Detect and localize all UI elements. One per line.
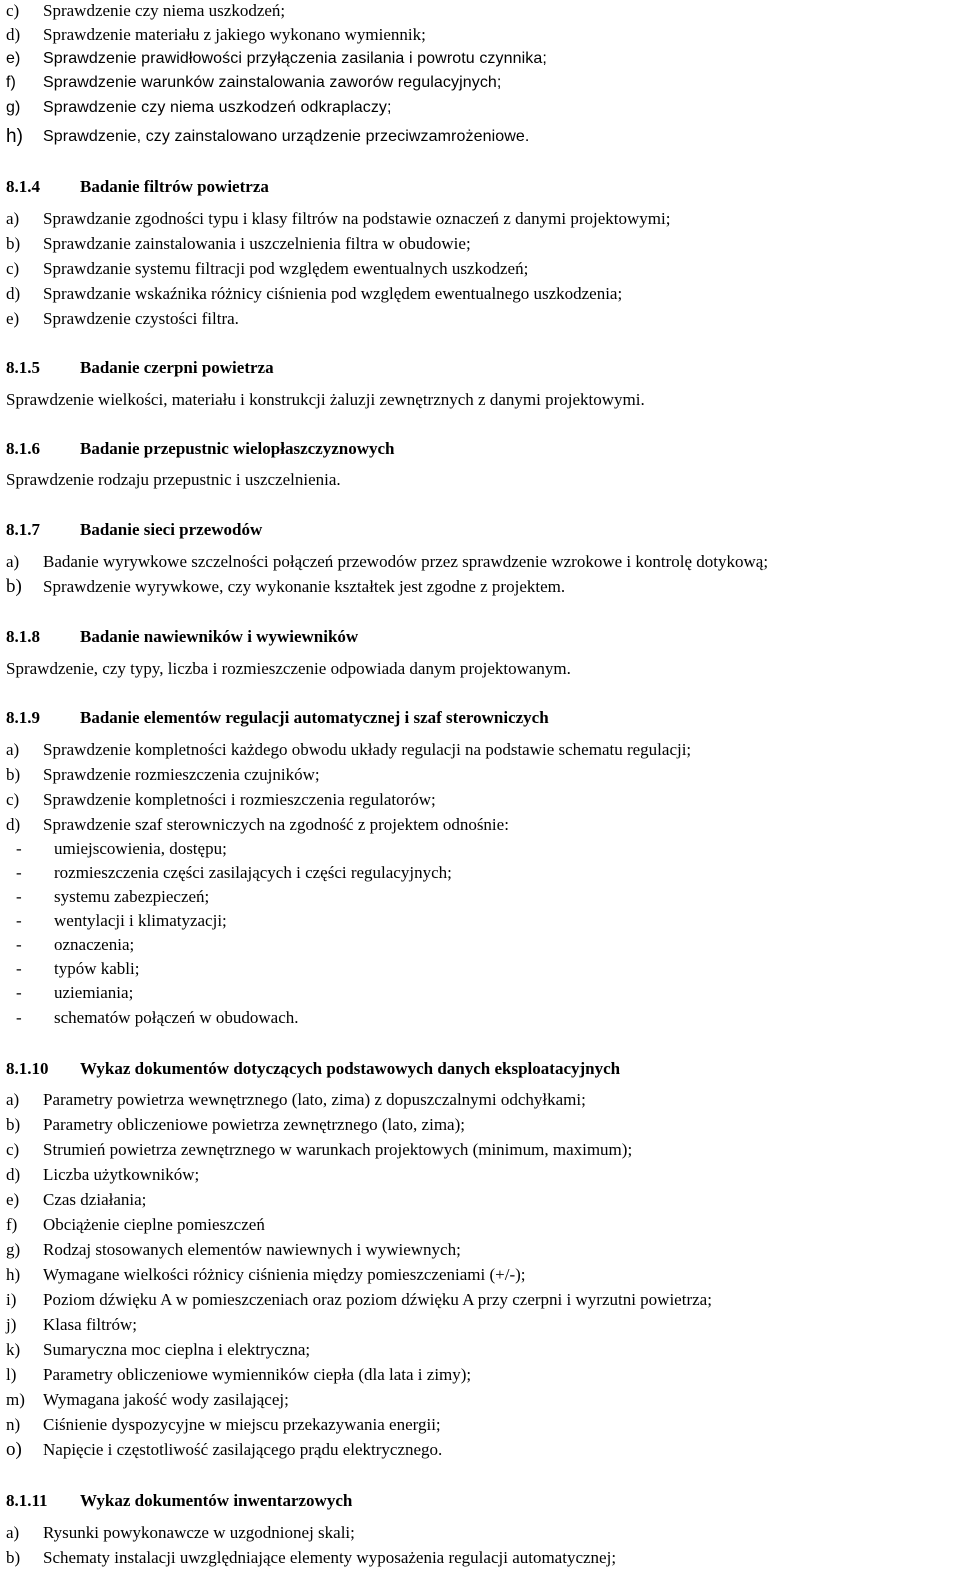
dash-marker: - [16,863,22,882]
list-item [6,1114,960,1136]
item-text: Napięcie i częstotliwość zasilającego prądu elektrycznego. [43,1440,443,1459]
item-text: Wymagana jakość wody zasilającej; [43,1390,289,1409]
item-text: Schematy instalacji uwzględniające elementy wyposażenia regulacji automatycznej; [43,1548,617,1567]
item-label: b) [6,1115,21,1134]
item-label: d) [6,25,21,44]
dash-marker: - [16,935,22,954]
section-title: Badanie sieci przewodów [80,520,263,539]
paragraph-text: Sprawdzenie, czy typy, liczba i rozmieszczenie odpowiada danym projektowanym. [6,659,571,678]
dash-marker: - [16,983,22,1002]
list-item [6,814,960,836]
section-title: Badanie czerpni powietrza [80,358,274,377]
section-title: Badanie elementów regulacji automatycznej i szaf sterowniczych [80,708,549,727]
item-text: Sprawdzanie zainstalowania i uszczelnienia filtra w obudowie; [43,234,471,253]
item-label: a) [6,1090,20,1109]
item-label: o) [6,1439,22,1460]
item-label: b) [6,765,21,784]
list-item [6,1364,960,1386]
list-item [6,1389,960,1411]
item-label: h) [6,1265,21,1284]
item-label: d) [6,284,21,303]
item-label: e) [6,309,20,328]
item-label: c) [6,1,20,20]
dash-marker: - [16,911,22,930]
item-label: n) [6,1415,21,1434]
item-label: d) [6,815,21,834]
item-text: Sprawdzenie czystości filtra. [43,309,239,328]
item-label: b) [6,1548,21,1567]
section-heading [6,519,960,541]
item-text: Sprawdzenie warunków zainstalowania zaworów regulacyjnych; [43,74,502,91]
section-number: 8.1.11 [6,1491,48,1510]
item-label: j) [6,1315,17,1334]
item-text: rozmieszczenia części zasilających i części regulacyjnych; [54,863,452,882]
item-label: d) [6,1165,21,1184]
item-label: c) [6,259,20,278]
item-text: Badanie wyrywkowe szczelności połączeń przewodów przez sprawdzenie wzrokowe i kontrolę dotykową; [43,552,769,571]
item-text: Parametry powietrza wewnętrznego (lato, zima) z dopuszczalnymi odchyłkami; [43,1090,586,1109]
section-heading [6,626,960,648]
dash-item [6,886,960,908]
item-label: a) [6,1523,20,1542]
section-heading [6,176,960,198]
list-item [6,97,960,119]
item-text: Sprawdzanie wskaźnika różnicy ciśnienia pod względem ewentualnego uszkodzenia; [43,284,623,303]
list-item [6,258,960,280]
item-text: Sprawdzanie zgodności typu i klasy filtrów na podstawie oznaczeń z danymi projektowymi; [43,209,671,228]
item-text: Sprawdzenie materiału z jakiego wykonano wymiennik; [43,25,426,44]
section-heading [6,707,960,729]
list-item [6,1414,960,1436]
section-number: 8.1.8 [6,627,40,646]
dash-item [6,1007,960,1029]
list-item [6,1264,960,1286]
paragraph [6,658,960,680]
dash-item [6,862,960,884]
item-text: Obciążenie cieplne pomieszczeń [43,1215,265,1234]
list-item [6,72,960,94]
item-text: Poziom dźwięku A w pomieszczeniach oraz poziom dźwięku A przy czerpni i wyrzutni powietrza; [43,1290,712,1309]
dash-marker: - [16,887,22,906]
item-text: umiejscowienia, dostępu; [54,839,227,858]
list-item [6,764,960,786]
dash-item [6,910,960,932]
item-label: i) [6,1290,17,1309]
item-label: c) [6,1140,20,1159]
dash-marker: - [16,1008,22,1027]
item-text: systemu zabezpieczeń; [54,887,210,906]
item-text: Sprawdzanie systemu filtracji pod względem ewentualnych uszkodzeń; [43,259,529,278]
list-item [6,1522,960,1544]
section-heading [6,438,960,460]
section-title: Badanie przepustnic wielopłaszczyznowych [80,439,395,458]
paragraph [6,469,960,491]
list-item [6,208,960,230]
list-item [6,1239,960,1261]
list-item [6,1164,960,1186]
item-text: Czas działania; [43,1190,147,1209]
item-text: Parametry obliczeniowe wymienników ciepła (dla lata i zimy); [43,1365,472,1384]
list-item [6,1139,960,1161]
item-label: e) [6,1190,20,1209]
paragraph-text: Sprawdzenie wielkości, materiału i konstrukcji żaluzji zewnętrznych z danymi projektowymi. [6,390,645,409]
list-item [6,789,960,811]
list-item [6,576,960,598]
section-title: Wykaz dokumentów inwentarzowych [80,1491,353,1510]
list-item [6,1289,960,1311]
list-item [6,739,960,761]
list-item [6,0,960,22]
item-text: Klasa filtrów; [43,1315,137,1334]
item-text: wentylacji i klimatyzacji; [54,911,227,930]
item-text: Wymagane wielkości różnicy ciśnienia między pomieszczeniami (+/-); [43,1265,526,1284]
section-number: 8.1.10 [6,1059,49,1078]
item-text: Rysunki powykonawcze w uzgodnionej skali; [43,1523,355,1542]
dash-marker: - [16,839,22,858]
list-item [6,308,960,330]
dash-item [6,838,960,860]
dash-marker: - [16,959,22,978]
item-text: Sprawdzenie, czy zainstalowano urządzenie przeciwzamrożeniowe. [43,128,530,145]
item-label: l) [6,1365,17,1384]
item-text: Sprawdzenie czy niema uszkodzeń odkraplaczy; [43,99,392,116]
section-number: 8.1.5 [6,358,40,377]
dash-item [6,982,960,1004]
item-text: Liczba użytkowników; [43,1165,200,1184]
list-item [6,1189,960,1211]
item-text: Sprawdzenie szaf sterowniczych na zgodność z projektem odnośnie: [43,815,509,834]
list-item [6,126,960,148]
item-text: schematów połączeń w obudowach. [54,1008,299,1027]
section-title: Wykaz dokumentów dotyczących podstawowych danych eksploatacyjnych [80,1059,621,1078]
section-heading [6,357,960,379]
item-text: Sprawdzenie kompletności każdego obwodu układy regulacji na podstawie schematu regulacji; [43,740,692,759]
item-label: h) [6,126,24,147]
list-item [6,1089,960,1111]
item-label: m) [6,1390,25,1409]
item-text: Sprawdzenie rozmieszczenia czujników; [43,765,320,784]
item-label: a) [6,740,20,759]
list-item [6,48,960,70]
list-item [6,1439,960,1461]
item-text: oznaczenia; [54,935,135,954]
section-title: Badanie filtrów powietrza [80,177,269,196]
item-text: Sprawdzenie czy niema uszkodzeń; [43,1,286,20]
item-label: k) [6,1340,21,1359]
paragraph [6,389,960,411]
item-label: a) [6,209,20,228]
item-text: Sumaryczna moc cieplna i elektryczna; [43,1340,311,1359]
list-item [6,1547,960,1569]
section-heading [6,1490,960,1512]
item-text: Parametry obliczeniowe powietrza zewnętrznego (lato, zima); [43,1115,465,1134]
item-text: Sprawdzenie prawidłowości przyłączenia zasilania i powrotu czynnika; [43,50,547,67]
list-item [6,24,960,46]
paragraph-text: Sprawdzenie rodzaju przepustnic i uszczelnienia. [6,470,341,489]
section-number: 8.1.7 [6,520,40,539]
section-heading [6,1058,960,1080]
section-number: 8.1.4 [6,177,40,196]
section-number: 8.1.9 [6,708,40,727]
item-label: f) [6,74,16,91]
item-text: Strumień powietrza zewnętrznego w warunkach projektowych (minimum, maximum); [43,1140,633,1159]
item-text: typów kabli; [54,959,140,978]
item-text: Ciśnienie dyspozycyjne w miejscu przekazywania energii; [43,1415,441,1434]
dash-item [6,934,960,956]
list-item [6,233,960,255]
list-item [6,1339,960,1361]
list-item [6,283,960,305]
item-label: g) [6,1240,21,1259]
item-label: g) [6,99,21,116]
item-label: a) [6,552,20,571]
list-item [6,1214,960,1236]
item-text: Rodzaj stosowanych elementów nawiewnych i wywiewnych; [43,1240,461,1259]
item-text: Sprawdzenie wyrywkowe, czy wykonanie kształtek jest zgodne z projektem. [43,577,566,596]
section-number: 8.1.6 [6,439,40,458]
item-label: c) [6,790,20,809]
item-label: b) [6,576,22,597]
item-label: e) [6,50,21,67]
section-title: Badanie nawiewników i wywiewników [80,627,359,646]
item-label: f) [6,1215,18,1234]
list-item [6,551,960,573]
item-text: Sprawdzenie kompletności i rozmieszczenia regulatorów; [43,790,436,809]
dash-item [6,958,960,980]
item-text: uziemiania; [54,983,134,1002]
list-item [6,1314,960,1336]
item-label: b) [6,234,21,253]
